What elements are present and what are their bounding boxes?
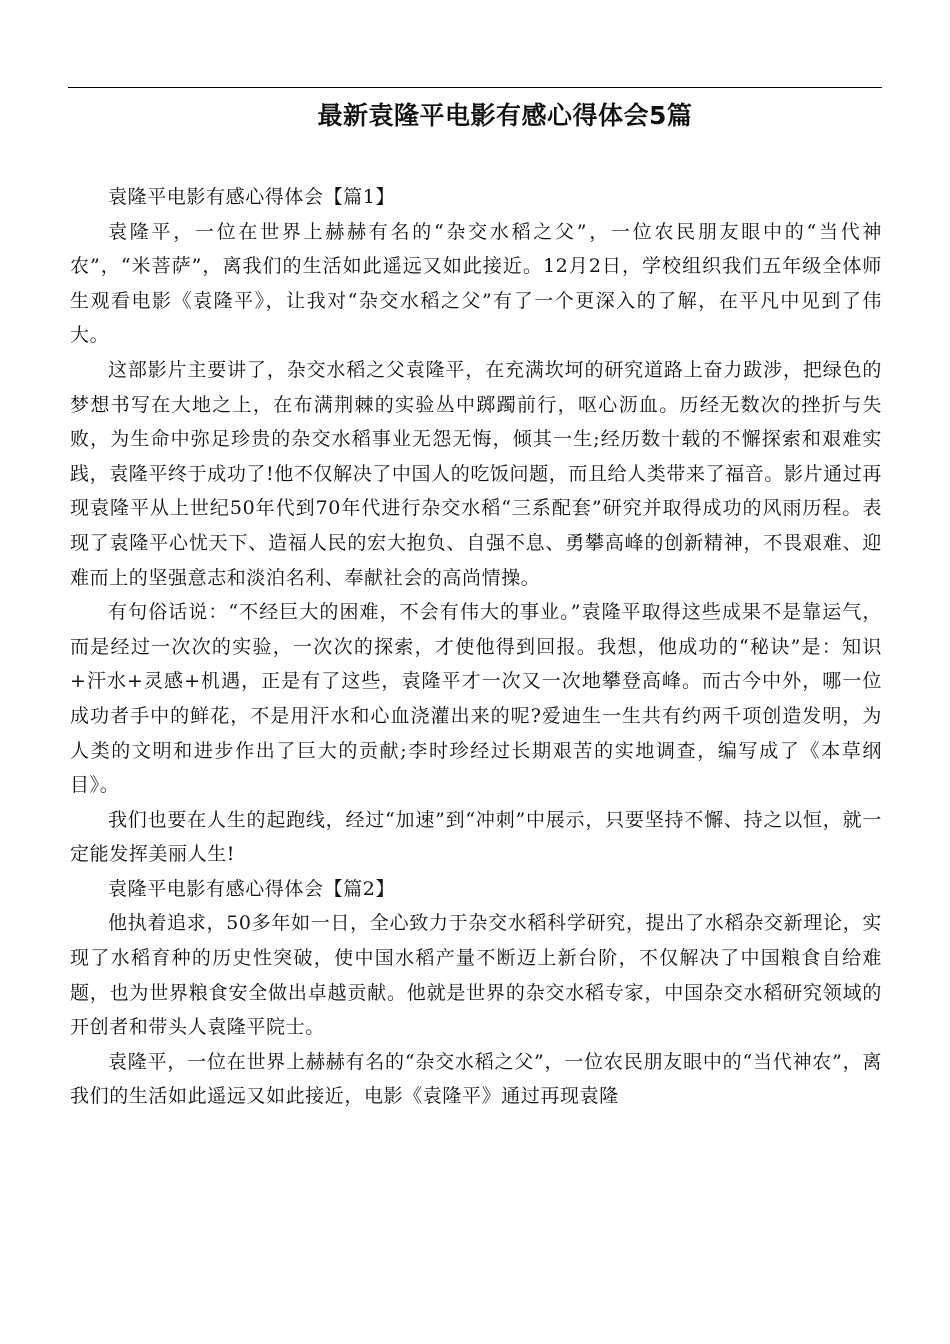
paragraph: 袁隆平，一位在世界上赫赫有名的“杂交水稻之父”，一位农民朋友眼中的“当代神农”，“米菩萨”，离我们的生活如此遥远又如此接近。12月2日，学校组织我们五年级全体师生观看电影《袁隆平》，让我对“杂交水稻之父”有了一个更深入的了解，在平凡中见到了伟大。 [70, 220, 882, 347]
document-body [70, 180, 882, 1114]
paragraph: 他执着追求，50多年如一日，全心致力于杂交水稻科学研究，提出了水稻杂交新理论，实现了水稻育种的历史性突破，使中国水稻产量不断迈上新台阶，不仅解决了中国粮食自给难题，也为世界粮食安全做出卓越贡献。他就是世界的杂交水稻专家，中国杂交水稻研究领域的开创者和带头人袁隆平院士。 [70, 912, 882, 1039]
section-heading-2: 袁隆平电影有感心得体会【篇2】 [108, 877, 396, 900]
paragraph: 袁隆平，一位在世界上赫赫有名的“杂交水稻之父”，一位农民朋友眼中的“当代神农”，离我们的生活如此遥远又如此接近，电影《袁隆平》通过再现袁隆 [70, 1050, 882, 1108]
paragraph: 有句俗话说：“不经巨大的困难，不会有伟大的事业。”袁隆平取得这些成果不是靠运气，而是经过一次次的实验，一次次的探索，才使他得到回报。我想，他成功的“秘诀”是：知识+汗水+灵感+机遇，正是有了这些，袁隆平才一次又一次地攀登高峰。而古今中外，哪一位成功者手中的鲜花，不是用汗水和心血浇灌出来的呢?爱迪生一生共有约两千项创造发明，为人类的文明和进步作出了巨大的贡献;李时珍经过长期艰苦的实地调查，编写成了《本草纲目》。 [70, 601, 882, 797]
paragraph: 我们也要在人生的起跑线，经过“加速”到“冲刺”中展示，只要坚持不懈、持之以恒，就一定能发挥美丽人生! [70, 808, 882, 866]
header-rule [68, 87, 882, 88]
section-heading-1: 袁隆平电影有感心得体会【篇1】 [108, 186, 396, 208]
document-title: 最新袁隆平电影有感心得体会5篇 [317, 101, 693, 130]
paragraph: 这部影片主要讲了，杂交水稻之父袁隆平，在充满坎坷的研究道路上奋力跋涉，把绿色的梦想书写在大地之上，在布满荆棘的实验丛中踯躅前行，呕心沥血。历经无数次的挫折与失败，为生命中弥足珍贵的杂交水稻事业无怨无悔，倾其一生;经历数十载的不懈探索和艰难实践，袁隆平终于成功了!他不仅解决了中国人的吃饭问题，而且给人类带来了福音。影片通过再现袁隆平从上世纪50年代到70年代进行杂交水稻“三系配套”研究并取得成功的风雨历程。表现了袁隆平心忧天下、造福人民的宏大抱负、自强不息、勇攀高峰的创新精神，不畏艰难、迎难而上的坚强意志和淡泊名利、奉献社会的高尚情操。 [70, 358, 882, 589]
